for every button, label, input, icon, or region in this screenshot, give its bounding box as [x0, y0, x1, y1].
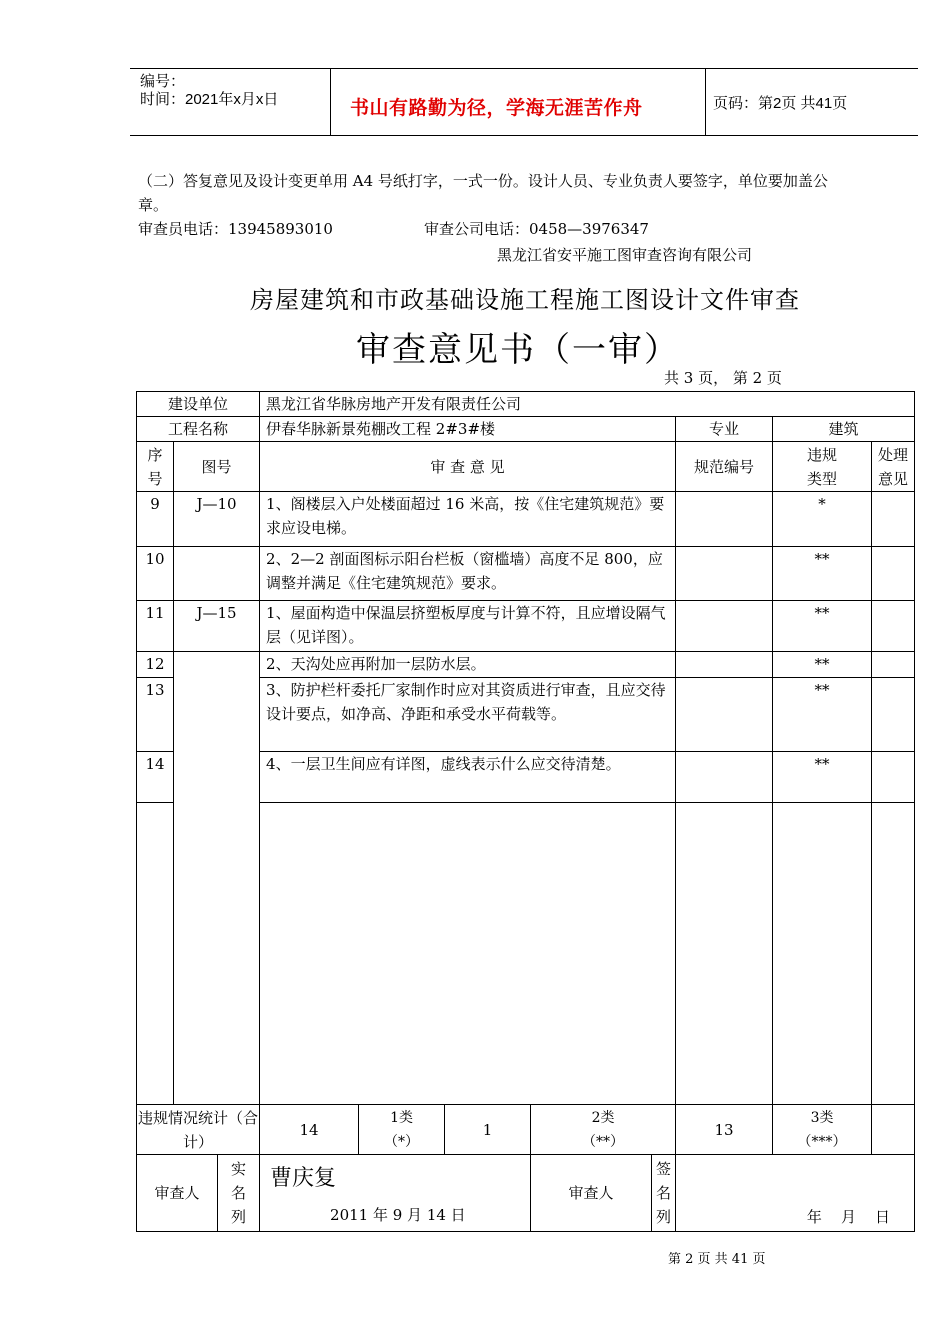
reviewer2-label: 审查人: [531, 1155, 652, 1232]
row-drawing: [174, 752, 260, 803]
stats-class2-symbol: （**）: [582, 1133, 625, 1150]
project-label: 工程名称: [137, 417, 260, 442]
real-name-label: 实名列: [218, 1155, 260, 1232]
col-code: 规范编号: [676, 442, 773, 492]
column-header-row: [137, 442, 915, 492]
stats-class2-label: 2类: [591, 1109, 615, 1126]
reviewer2-signature: [676, 1155, 915, 1232]
stats-class1-symbol: （*）: [384, 1133, 420, 1150]
row-type: *: [773, 492, 872, 547]
stats-class3-value: [872, 1105, 915, 1155]
row-type: **: [773, 752, 872, 803]
row-drawing: [174, 652, 260, 678]
row-opinion: 2、天沟处应再附加一层防水层。: [260, 652, 676, 678]
empty-cell: [137, 803, 174, 1105]
stats-total: 14: [260, 1105, 359, 1155]
row-type: **: [773, 652, 872, 678]
review-date: 2011 年 9 月 14 日: [330, 1206, 466, 1224]
project-row: [137, 417, 915, 442]
header-motto: 书山有路勤为径，学海无涯苦作舟: [350, 97, 643, 119]
stats-class1-label: 1类: [390, 1109, 413, 1126]
row-seq: 14: [137, 752, 174, 803]
row-code: [676, 492, 773, 547]
stats-row: [137, 1105, 915, 1155]
intro-line1: （二）答复意见及设计变更单用 A4 号纸打字，一式一份。设计人员、专业负责人要签字，单位要加盖公: [138, 172, 828, 190]
empty-cell: [773, 803, 872, 1105]
row-type: **: [773, 601, 872, 652]
row-seq: 13: [137, 678, 174, 752]
empty-cell: [260, 803, 676, 1105]
empty-cell: [174, 803, 260, 1105]
specialty-label: 专业: [676, 417, 773, 442]
build-unit-value: 黑龙江省华脉房地产开发有限责任公司: [260, 392, 915, 417]
doc-subtitle: 审查意见书（一审）: [356, 330, 680, 370]
reviewer-signature: [260, 1155, 531, 1232]
row-drawing: J—10: [174, 492, 260, 547]
review-table: [136, 391, 915, 1232]
reviewer-phone: 审查员电话：13945893010: [138, 220, 333, 238]
col-seq: 序号: [137, 442, 174, 492]
row-opinion: 4、一层卫生间应有详图，虚线表示什么应交待清楚。: [260, 752, 676, 803]
col-opinion: 审 查 意 见: [260, 442, 676, 492]
table-row-empty: [137, 803, 915, 1105]
stats-label: 违规情况统计（合计）: [137, 1105, 260, 1155]
empty-cell: [872, 803, 915, 1105]
project-value: 伊春华脉新景苑棚改工程 2#3#楼: [260, 417, 676, 442]
row-opinion: 3、防护栏杆委托厂家制作时应对其资质进行审查，且应交待设计要点，如净高、净距和承受水平荷载等。: [260, 678, 676, 752]
reviewer-label: 审查人: [137, 1155, 218, 1232]
review2-date: 年 月 日: [806, 1208, 891, 1226]
sign-label: 签名列: [652, 1155, 676, 1232]
page-header: [130, 68, 918, 136]
row-opinion: 2、2—2 剖面图标示阳台栏板（窗槛墙）高度不足 800，应调整并满足《住宅建筑规范》要求。: [260, 547, 676, 601]
row-handle: [872, 492, 915, 547]
intro-line2: 章。: [138, 196, 169, 214]
reviewer-name: 曹庆复: [270, 1166, 337, 1191]
row-handle: [872, 678, 915, 752]
row-code: [676, 652, 773, 678]
row-opinion: 1、屋面构造中保温层挤塑板厚度与计算不符，且应增设隔气层（见详图）。: [260, 601, 676, 652]
company-name: 黑龙江省安平施工图审查咨询有限公司: [497, 246, 753, 264]
company-phone: 审查公司电话：0458—3976347: [424, 220, 649, 238]
header-divider: [330, 69, 331, 135]
specialty-value: 建筑: [773, 417, 915, 442]
build-unit-label: 建设单位: [137, 392, 260, 417]
row-seq: 9: [137, 492, 174, 547]
table-row: [137, 752, 915, 803]
row-code: [676, 678, 773, 752]
row-seq: 10: [137, 547, 174, 601]
stats-class3: [773, 1105, 872, 1155]
row-drawing: [174, 547, 260, 601]
page-count: 共 3 页， 第 2 页: [664, 369, 782, 387]
row-drawing: [174, 678, 260, 752]
header-time: 时间：2021年x月x日: [140, 91, 279, 108]
page-footer: 第 2 页 共 41 页: [668, 1252, 766, 1267]
col-type: 违规类型: [773, 442, 872, 492]
stats-class3-symbol: （***）: [797, 1133, 847, 1150]
row-seq: 11: [137, 601, 174, 652]
row-code: [676, 601, 773, 652]
row-drawing: J—15: [174, 601, 260, 652]
row-handle: [872, 547, 915, 601]
signature-row: [137, 1155, 915, 1232]
stats-class1-value: 1: [445, 1105, 531, 1155]
stats-class3-label: 3类: [810, 1109, 834, 1126]
col-drawing: 图号: [174, 442, 260, 492]
row-type: **: [773, 547, 872, 601]
build-unit-row: [137, 392, 915, 417]
stats-class2: [531, 1105, 676, 1155]
header-number: 编号：: [140, 73, 186, 90]
table-row: [137, 652, 915, 678]
doc-title: 房屋建筑和市政基础设施工程施工图设计文件审查: [250, 286, 800, 314]
row-code: [676, 752, 773, 803]
table-row: [137, 492, 915, 547]
row-handle: [872, 752, 915, 803]
row-type: **: [773, 678, 872, 752]
row-opinion: 1、阁楼层入户处楼面超过 16 米高，按《住宅建筑规范》要求应设电梯。: [260, 492, 676, 547]
header-divider: [705, 69, 706, 135]
row-handle: [872, 601, 915, 652]
table-row: [137, 601, 915, 652]
col-handle: 处理意见: [872, 442, 915, 492]
header-page: 页码：第2页 共41页: [713, 95, 848, 112]
table-row: [137, 547, 915, 601]
row-seq: 12: [137, 652, 174, 678]
table-row: [137, 678, 915, 752]
row-code: [676, 547, 773, 601]
row-handle: [872, 652, 915, 678]
stats-class2-value: 13: [676, 1105, 773, 1155]
empty-cell: [676, 803, 773, 1105]
stats-class1: [359, 1105, 445, 1155]
